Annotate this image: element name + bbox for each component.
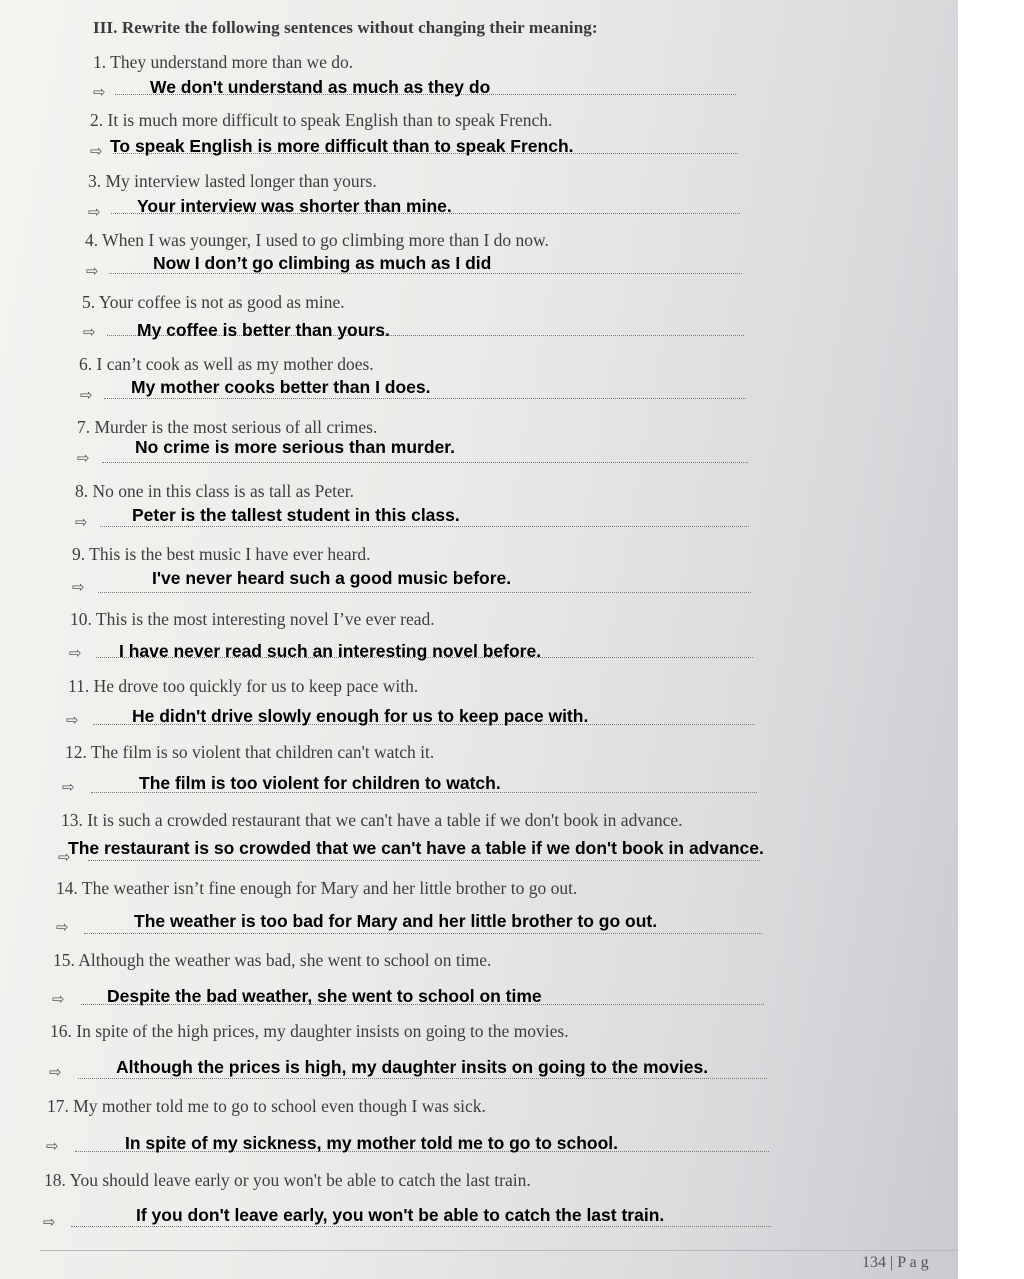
answer-arrow-icon: ⇨ — [83, 323, 96, 341]
answer-5: My coffee is better than yours. — [137, 320, 390, 340]
answer-1: We don't understand as much as they do — [150, 77, 491, 97]
answer-13: The restaurant is so crowded that we can't have a table if we don't book in advance. — [68, 838, 764, 858]
answer-arrow-icon: ⇨ — [49, 1063, 62, 1081]
answer-arrow-icon: ⇨ — [93, 83, 106, 101]
answer-line — [88, 860, 760, 861]
question-17: 17. My mother told me to go to school even though I was sick. — [47, 1096, 486, 1116]
answer-8: Peter is the tallest student in this class. — [132, 505, 460, 525]
question-16: 16. In spite of the high prices, my daughter insists on going to the movies. — [50, 1021, 569, 1041]
answer-18: If you don't leave early, you won't be able to catch the last train. — [136, 1205, 665, 1225]
answer-line — [71, 1226, 771, 1227]
question-9: 9. This is the best music I have ever heard. — [72, 544, 371, 564]
answer-6: My mother cooks better than I does. — [131, 377, 431, 397]
answer-9: I've never heard such a good music before. — [152, 568, 512, 588]
answer-line — [84, 933, 762, 934]
answer-line — [78, 1078, 767, 1079]
question-13: 13. It is such a crowded restaurant that we can't have a table if we don't book in advance. — [61, 810, 683, 830]
question-6: 6. I can’t cook as well as my mother does. — [79, 354, 374, 374]
question-5: 5. Your coffee is not as good as mine. — [82, 292, 345, 312]
answer-4: Now I don’t go climbing as much as I did — [153, 253, 492, 273]
answer-16: Although the prices is high, my daughter insits on going to the movies. — [116, 1057, 709, 1077]
question-18: 18. You should leave early or you won't be able to catch the last train. — [44, 1170, 531, 1190]
footer-rule — [40, 1250, 958, 1251]
exercise-heading: III. Rewrite the following sentences without changing their meaning: — [93, 18, 598, 37]
answer-arrow-icon: ⇨ — [75, 513, 88, 531]
answer-line — [102, 462, 748, 463]
answer-arrow-icon: ⇨ — [66, 711, 79, 729]
question-1: 1. They understand more than we do. — [93, 52, 354, 72]
answer-12: The film is too violent for children to watch. — [139, 773, 501, 793]
answer-2: To speak English is more difficult than to speak French. — [110, 136, 574, 156]
answer-arrow-icon: ⇨ — [72, 578, 85, 596]
answer-arrow-icon: ⇨ — [88, 203, 101, 221]
answer-17: In spite of my sickness, my mother told me to go to school. — [125, 1133, 618, 1153]
answer-arrow-icon: ⇨ — [77, 449, 90, 467]
question-15: 15. Although the weather was bad, she went to school on time. — [53, 950, 492, 970]
answer-arrow-icon: ⇨ — [43, 1213, 56, 1231]
answer-line — [98, 592, 751, 593]
answer-arrow-icon: ⇨ — [90, 142, 103, 160]
question-11: 11. He drove too quickly for us to keep pace with. — [68, 676, 419, 696]
answer-arrow-icon: ⇨ — [62, 778, 75, 796]
answer-11: He didn't drive slowly enough for us to keep pace with. — [132, 706, 589, 726]
question-12: 12. The film is so violent that children can't watch it. — [65, 742, 435, 762]
answer-arrow-icon: ⇨ — [86, 262, 99, 280]
answer-arrow-icon: ⇨ — [46, 1137, 59, 1155]
question-2: 2. It is much more difficult to speak English than to speak French. — [90, 110, 553, 130]
question-7: 7. Murder is the most serious of all crimes. — [77, 417, 378, 437]
answer-arrow-icon: ⇨ — [56, 918, 69, 936]
answer-3: Your interview was shorter than mine. — [137, 196, 452, 216]
answer-arrow-icon: ⇨ — [80, 386, 93, 404]
answer-10: I have never read such an interesting novel before. — [119, 641, 542, 661]
question-3: 3. My interview lasted longer than yours. — [88, 171, 377, 191]
answer-arrow-icon: ⇨ — [58, 848, 71, 866]
question-14: 14. The weather isn’t fine enough for Mary and her little brother to go out. — [56, 878, 578, 898]
answer-7: No crime is more serious than murder. — [135, 437, 455, 457]
answer-arrow-icon: ⇨ — [69, 644, 82, 662]
answer-line — [104, 398, 746, 399]
answer-line — [100, 526, 749, 527]
question-10: 10. This is the most interesting novel I’ve ever read. — [70, 609, 435, 629]
question-4: 4. When I was younger, I used to go climbing more than I do now. — [85, 230, 549, 250]
answer-14: The weather is too bad for Mary and her little brother to go out. — [134, 911, 658, 931]
scan-margin — [958, 0, 1024, 1279]
answer-15: Despite the bad weather, she went to school on time — [107, 986, 542, 1006]
page-number: 134 | P a g — [862, 1254, 929, 1271]
question-8: 8. No one in this class is as tall as Peter. — [75, 481, 354, 501]
answer-arrow-icon: ⇨ — [52, 990, 65, 1008]
